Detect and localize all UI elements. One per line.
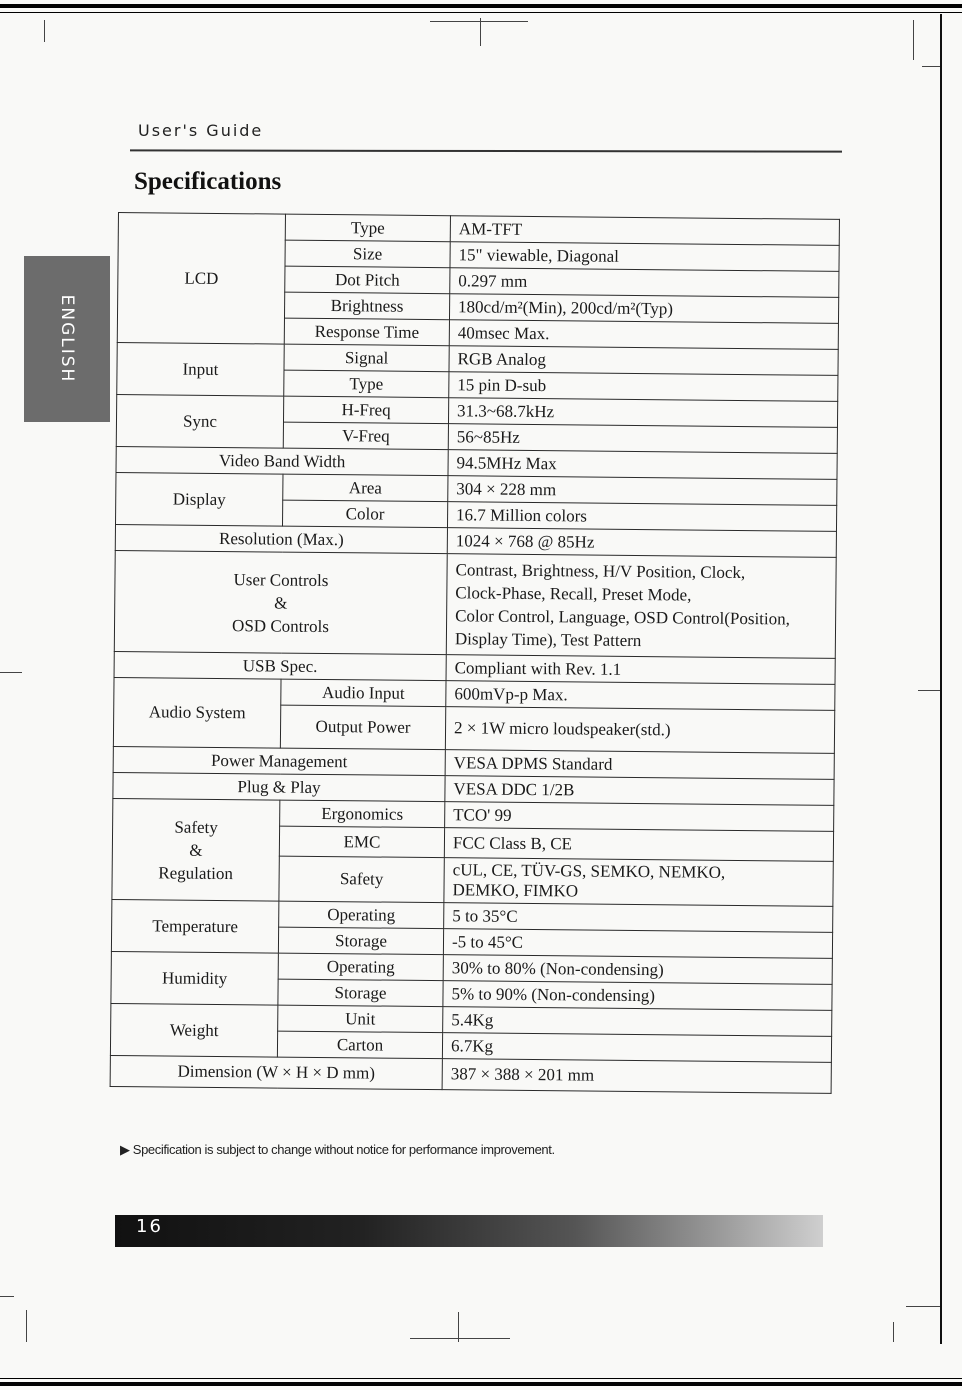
table-row bbox=[111, 1003, 832, 1036]
spec-label: H-Freq bbox=[283, 396, 448, 424]
spec-label-user-controls bbox=[114, 550, 447, 654]
spec-value: 5.4Kg bbox=[443, 1007, 832, 1037]
spec-value: 6.7Kg bbox=[442, 1033, 831, 1063]
bottom-border-rule bbox=[0, 1382, 962, 1386]
table-row bbox=[118, 213, 839, 246]
spec-value: 40msec Max. bbox=[449, 320, 838, 350]
header-label: User's Guide bbox=[138, 121, 264, 140]
user-controls-label-line: OSD Controls bbox=[232, 615, 330, 636]
spec-label: Response Time bbox=[284, 318, 449, 346]
spec-label: Storage bbox=[278, 927, 443, 955]
group-label-input: Input bbox=[117, 342, 284, 396]
spec-value: 180cd/m²(Min), 200cd/m²(Typ) bbox=[449, 294, 838, 324]
table-row bbox=[116, 394, 837, 427]
language-side-tab bbox=[24, 256, 110, 422]
spec-label-dimension: Dimension (W × H × D mm) bbox=[110, 1055, 442, 1089]
spec-label: EMC bbox=[279, 826, 444, 858]
spec-value: 94.5MHz Max bbox=[448, 450, 837, 480]
spec-label: Safety bbox=[279, 856, 444, 903]
spec-label: Storage bbox=[278, 979, 443, 1007]
registration-mark-bottom-stem bbox=[458, 1312, 459, 1342]
spec-value: FCC Class B, CE bbox=[444, 828, 833, 862]
spec-label-usb: USB Spec. bbox=[114, 651, 446, 680]
spec-label-plug-play: Plug & Play bbox=[113, 772, 445, 801]
group-label-weight: Weight bbox=[110, 1003, 277, 1057]
spec-value: 16.7 Million colors bbox=[447, 502, 836, 532]
crop-mark-top-left bbox=[44, 20, 45, 42]
spec-value: VESA DPMS Standard bbox=[445, 750, 834, 780]
footer-gradient-bar bbox=[115, 1215, 823, 1247]
spec-value: TCO' 99 bbox=[445, 802, 834, 832]
table-row bbox=[113, 798, 834, 831]
spec-label-video-band-width: Video Band Width bbox=[116, 446, 448, 475]
registration-mark-right bbox=[918, 690, 940, 691]
spec-value: VESA DDC 1/2B bbox=[445, 776, 834, 806]
spec-value: 56~85Hz bbox=[448, 424, 837, 454]
spec-label: Area bbox=[283, 474, 448, 502]
language-side-tab-label: ENGLISH bbox=[57, 294, 77, 384]
spec-value: -5 to 45°C bbox=[443, 929, 832, 959]
spec-value: 5 to 35°C bbox=[444, 903, 833, 933]
spec-label: Carton bbox=[277, 1031, 442, 1059]
page-number: 16 bbox=[136, 1216, 163, 1237]
group-label-sync: Sync bbox=[116, 394, 283, 448]
spec-value: 0.297 mm bbox=[450, 268, 839, 298]
spec-value-user-controls bbox=[446, 554, 836, 659]
bottom-border-rule-thin bbox=[0, 1378, 962, 1379]
table-row bbox=[110, 1055, 831, 1093]
crop-mark-bottom-left-tick bbox=[0, 1296, 14, 1297]
spec-label: Unit bbox=[278, 1005, 443, 1033]
spec-value: 1024 × 768 @ 85Hz bbox=[447, 528, 836, 558]
registration-mark-left bbox=[0, 672, 22, 673]
group-label-temperature: Temperature bbox=[111, 899, 278, 953]
crop-mark-right-tick bbox=[922, 66, 940, 67]
spec-label: Signal bbox=[284, 344, 449, 372]
spec-label: Color bbox=[282, 500, 447, 528]
group-label-safety-regulation bbox=[112, 798, 280, 901]
table-row bbox=[111, 951, 832, 984]
table-row bbox=[112, 899, 833, 932]
specifications-table bbox=[110, 212, 840, 1094]
user-controls-value-line: Color Control, Language, OSD Control(Position, bbox=[455, 606, 791, 629]
safety-value-line: DEMKO, FIMKO bbox=[452, 880, 579, 901]
top-border-rule-thin bbox=[0, 12, 962, 13]
user-controls-value-line: Display Time), Test Pattern bbox=[454, 629, 642, 651]
spec-label: V-Freq bbox=[283, 422, 448, 450]
spec-value: 387 × 388 × 201 mm bbox=[442, 1059, 831, 1094]
spec-label: Size bbox=[285, 240, 450, 268]
group-label-audio: Audio System bbox=[113, 677, 281, 748]
crop-mark-top-right bbox=[913, 20, 914, 60]
spec-label: Audio Input bbox=[281, 679, 446, 707]
spec-value: 304 × 228 mm bbox=[448, 476, 837, 506]
registration-mark-bottom bbox=[410, 1338, 510, 1339]
safety-value-line: cUL, CE, TÜV-GS, SEMKO, NEMKO, bbox=[452, 860, 726, 882]
group-label-lcd: LCD bbox=[117, 213, 285, 345]
spec-value: 2 × 1W micro loudspeaker(std.) bbox=[445, 707, 834, 754]
spec-value: AM-TFT bbox=[450, 216, 839, 246]
safety-group-line: Regulation bbox=[158, 862, 234, 883]
safety-group-line: & bbox=[189, 840, 203, 860]
spec-value: 15" viewable, Diagonal bbox=[450, 242, 839, 272]
spec-label: Type bbox=[284, 370, 449, 398]
user-controls-label-line: User Controls bbox=[233, 569, 329, 590]
footnote: ▶ Specification is subject to change without notice for performance improvement. bbox=[120, 1142, 555, 1157]
spec-label: Operating bbox=[278, 953, 443, 981]
registration-mark-top bbox=[430, 21, 528, 22]
spec-value: 5% to 90% (Non-condensing) bbox=[443, 981, 832, 1011]
group-label-display: Display bbox=[116, 472, 283, 526]
crop-mark-bottom-left bbox=[26, 1310, 27, 1342]
spec-value: 31.3~68.7kHz bbox=[448, 398, 837, 428]
spec-value: RGB Analog bbox=[449, 346, 838, 376]
user-controls-value-line: Clock-Phase, Recall, Preset Mode, bbox=[455, 583, 692, 605]
spec-label: Type bbox=[285, 214, 450, 242]
spec-value: Compliant with Rev. 1.1 bbox=[446, 655, 835, 685]
spec-label: Brightness bbox=[284, 292, 449, 320]
safety-group-line: Safety bbox=[174, 817, 218, 837]
spec-label: Output Power bbox=[280, 705, 445, 750]
header-rule bbox=[130, 149, 842, 152]
spec-value: 600mVp-p Max. bbox=[446, 681, 835, 711]
spec-value-safety bbox=[444, 858, 833, 907]
user-controls-value-line: Contrast, Brightness, H/V Position, Clock, bbox=[455, 560, 746, 583]
spec-label: Dot Pitch bbox=[285, 266, 450, 294]
table-row bbox=[114, 677, 835, 710]
crop-mark-bottom-right-tick bbox=[906, 1306, 940, 1307]
spec-label-power-management: Power Management bbox=[113, 746, 445, 775]
table-row bbox=[114, 550, 836, 658]
group-label-humidity: Humidity bbox=[111, 951, 278, 1005]
table-row bbox=[116, 472, 837, 505]
spec-label: Ergonomics bbox=[280, 800, 445, 828]
spec-label-resolution: Resolution (Max.) bbox=[115, 524, 447, 553]
spec-value: 15 pin D-sub bbox=[449, 372, 838, 402]
crop-mark-bottom-right bbox=[893, 1322, 894, 1342]
page-title: Specifications bbox=[134, 168, 282, 195]
top-border-rule bbox=[0, 4, 962, 8]
registration-mark-top-stem bbox=[480, 18, 481, 46]
user-controls-label-line: & bbox=[274, 593, 288, 613]
spec-value: 30% to 80% (Non-condensing) bbox=[443, 955, 832, 985]
table-row bbox=[117, 342, 838, 375]
page-right-edge bbox=[940, 14, 942, 1344]
spec-label: Operating bbox=[279, 901, 444, 929]
